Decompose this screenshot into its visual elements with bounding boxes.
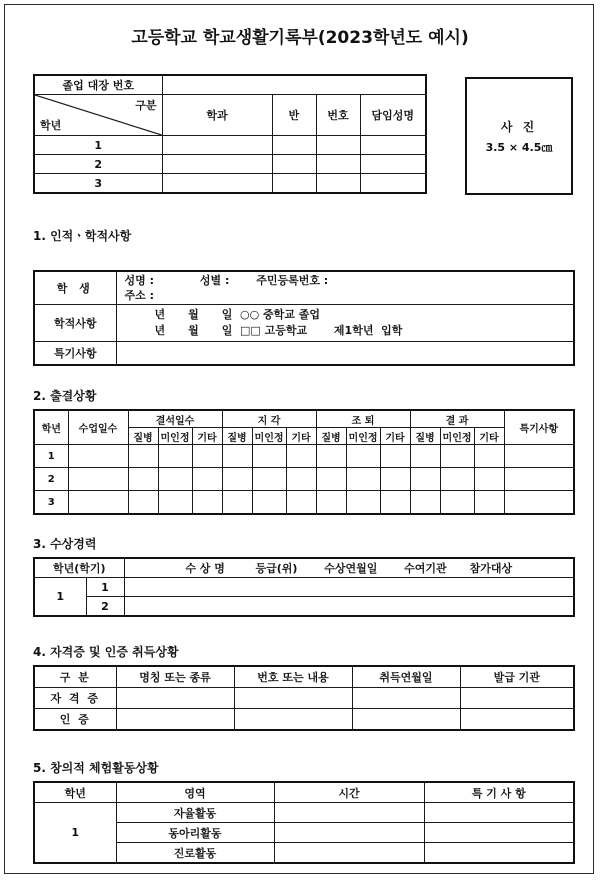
table-row bbox=[34, 688, 574, 709]
student-name-gender-id-line: 성명 : 성별 : 주민등록번호 : bbox=[124, 274, 329, 287]
attendance-cell[interactable] bbox=[474, 445, 504, 468]
section-4-heading: 4. 자격증 및 인증 취득상황 bbox=[33, 645, 179, 659]
awards-term-2: 2 bbox=[86, 597, 124, 617]
photo-label: 사 진 bbox=[500, 119, 538, 134]
table-row bbox=[34, 558, 574, 578]
column-header-grade-term: 학년(학기) bbox=[34, 558, 124, 578]
cell-department-2[interactable] bbox=[162, 155, 272, 174]
activity-hours-career[interactable] bbox=[274, 843, 424, 864]
table-row bbox=[34, 445, 574, 468]
attendance-cell[interactable] bbox=[440, 468, 474, 491]
creative-activities-table bbox=[33, 781, 575, 864]
subheader-tardy-other: 기타 bbox=[286, 428, 316, 445]
attendance-cell[interactable] bbox=[410, 468, 440, 491]
table-row bbox=[34, 578, 574, 597]
column-header-area: 영역 bbox=[116, 782, 274, 803]
grade-label: 학년 bbox=[40, 119, 62, 132]
attendance-cell[interactable] bbox=[252, 468, 286, 491]
table-row bbox=[34, 782, 574, 803]
table-row bbox=[34, 155, 426, 174]
photo-size-label: 3.5 × 4.5㎝ bbox=[485, 140, 553, 154]
activity-remarks-autonomous[interactable] bbox=[424, 803, 574, 823]
section-2-heading: 2. 출결상황 bbox=[33, 389, 97, 403]
awards-term-1: 1 bbox=[86, 578, 124, 597]
table-row bbox=[34, 75, 426, 95]
student-address-line: 주소 : bbox=[124, 289, 154, 302]
table-row bbox=[34, 803, 574, 823]
cell-department-3[interactable] bbox=[162, 174, 272, 194]
awards-column-headers-text: 수 상 명 등급(위) 수상연월일 수여기관 참가대상 bbox=[185, 562, 513, 575]
attendance-cell[interactable] bbox=[316, 445, 346, 468]
table-row bbox=[34, 342, 574, 366]
attendance-cell[interactable] bbox=[128, 445, 158, 468]
row-label-certificate: 자 격 증 bbox=[34, 688, 116, 709]
activities-grade-1: 1 bbox=[34, 803, 116, 864]
photo-placeholder-box[interactable] bbox=[465, 77, 573, 195]
awards-cell-term-1[interactable] bbox=[124, 578, 574, 597]
table-row bbox=[34, 95, 426, 136]
attendance-cell[interactable] bbox=[504, 491, 574, 515]
awards-table bbox=[33, 557, 575, 617]
middle-school-graduation-line: 년 월 일 ○○ 중학교 졸업 bbox=[154, 308, 320, 321]
awards-grade-1: 1 bbox=[34, 578, 86, 617]
table-row bbox=[34, 666, 574, 688]
attendance-cell[interactable] bbox=[440, 445, 474, 468]
awards-cell-term-2[interactable] bbox=[124, 597, 574, 617]
cert-cell-agency[interactable] bbox=[460, 688, 574, 709]
attendance-cell[interactable] bbox=[346, 468, 380, 491]
column-header-remarks: 특기사항 bbox=[504, 410, 574, 445]
attendance-cell[interactable] bbox=[222, 445, 252, 468]
table-row bbox=[34, 597, 574, 617]
subheader-absence-unexcused: 미인정 bbox=[158, 428, 192, 445]
attendance-cell[interactable] bbox=[192, 468, 222, 491]
attendance-grade-3: 3 bbox=[34, 491, 68, 515]
graduation-header-table bbox=[33, 74, 427, 194]
attendance-cell[interactable] bbox=[222, 468, 252, 491]
column-header-acquisition-date: 취득연월일 bbox=[352, 666, 460, 688]
attendance-cell[interactable] bbox=[346, 491, 380, 515]
document-page bbox=[4, 4, 594, 874]
cert-cell-name[interactable] bbox=[116, 688, 234, 709]
attendance-cell[interactable] bbox=[410, 445, 440, 468]
cell-class-1[interactable] bbox=[272, 136, 316, 155]
grade-row-3: 3 bbox=[34, 174, 162, 194]
activity-area-career: 진로활동 bbox=[116, 843, 274, 864]
attendance-table bbox=[33, 409, 575, 515]
attendance-cell[interactable] bbox=[504, 445, 574, 468]
cell-teacher-1[interactable] bbox=[360, 136, 426, 155]
attendance-cell[interactable] bbox=[68, 491, 128, 515]
awards-column-headers bbox=[124, 558, 574, 578]
subheader-absence-other: 기타 bbox=[192, 428, 222, 445]
subheader-absence-illness: 질병 bbox=[128, 428, 158, 445]
high-school-entrance-line: 년 월 일 □□ 고등학교 제1학년 입학 bbox=[154, 324, 403, 337]
cell-number-3[interactable] bbox=[316, 174, 360, 194]
table-row bbox=[34, 468, 574, 491]
column-header-hours: 시간 bbox=[274, 782, 424, 803]
attendance-cell[interactable] bbox=[380, 468, 410, 491]
attendance-cell[interactable] bbox=[346, 445, 380, 468]
attendance-cell[interactable] bbox=[286, 491, 316, 515]
column-header-grade: 학년 bbox=[34, 410, 68, 445]
column-header-school-days: 수업일수 bbox=[68, 410, 128, 445]
column-header-grade: 학년 bbox=[34, 782, 116, 803]
attendance-cell[interactable] bbox=[158, 468, 192, 491]
attendance-grade-2: 2 bbox=[34, 468, 68, 491]
attendance-cell[interactable] bbox=[474, 491, 504, 515]
subheader-classabs-other: 기타 bbox=[474, 428, 504, 445]
accr-cell-date[interactable] bbox=[352, 709, 460, 731]
graduation-number-label: 졸업 대장 번호 bbox=[34, 75, 162, 95]
cell-number-1[interactable] bbox=[316, 136, 360, 155]
activity-area-club: 동아리활동 bbox=[116, 823, 274, 843]
grade-row-1: 1 bbox=[34, 136, 162, 155]
graduation-number-value[interactable] bbox=[162, 75, 426, 95]
cell-department-1[interactable] bbox=[162, 136, 272, 155]
accr-cell-number[interactable] bbox=[234, 709, 352, 731]
attendance-cell[interactable] bbox=[128, 468, 158, 491]
column-header-remarks: 특 기 사 항 bbox=[424, 782, 574, 803]
group-header-absence: 결석일수 bbox=[128, 410, 222, 428]
activity-hours-club[interactable] bbox=[274, 823, 424, 843]
cell-class-3[interactable] bbox=[272, 174, 316, 194]
column-header-number: 번호 bbox=[316, 95, 360, 136]
accr-cell-agency[interactable] bbox=[460, 709, 574, 731]
remarks-value[interactable] bbox=[116, 342, 574, 366]
subheader-tardy-illness: 질병 bbox=[222, 428, 252, 445]
attendance-cell[interactable] bbox=[316, 491, 346, 515]
student-info-cell[interactable] bbox=[116, 271, 574, 305]
table-row bbox=[34, 174, 426, 194]
attendance-cell[interactable] bbox=[286, 468, 316, 491]
attendance-cell[interactable] bbox=[158, 491, 192, 515]
academic-record-cell[interactable] bbox=[116, 305, 574, 342]
attendance-cell[interactable] bbox=[192, 491, 222, 515]
table-row bbox=[34, 491, 574, 515]
column-header-name-type: 명칭 또는 종류 bbox=[116, 666, 234, 688]
attendance-cell[interactable] bbox=[222, 491, 252, 515]
cell-number-2[interactable] bbox=[316, 155, 360, 174]
remarks-label: 특기사항 bbox=[34, 342, 116, 366]
activity-area-autonomous: 자율활동 bbox=[116, 803, 274, 823]
activity-hours-autonomous[interactable] bbox=[274, 803, 424, 823]
column-header-class: 반 bbox=[272, 95, 316, 136]
group-header-class-absence: 결 과 bbox=[410, 410, 504, 428]
activity-remarks-club[interactable] bbox=[424, 823, 574, 843]
cell-teacher-2[interactable] bbox=[360, 155, 426, 174]
cell-class-2[interactable] bbox=[272, 155, 316, 174]
group-header-early-leave: 조 퇴 bbox=[316, 410, 410, 428]
division-label: 구분 bbox=[135, 99, 157, 112]
section-3-heading: 3. 수상경력 bbox=[33, 537, 97, 551]
column-header-issuing-agency: 발급 기관 bbox=[460, 666, 574, 688]
attendance-cell[interactable] bbox=[380, 491, 410, 515]
row-label-accreditation: 인 증 bbox=[34, 709, 116, 731]
group-header-tardy: 지 각 bbox=[222, 410, 316, 428]
grade-division-diagonal-cell bbox=[34, 95, 162, 136]
cell-teacher-3[interactable] bbox=[360, 174, 426, 194]
table-row bbox=[34, 271, 574, 305]
attendance-cell[interactable] bbox=[440, 491, 474, 515]
activity-remarks-career[interactable] bbox=[424, 843, 574, 864]
attendance-cell[interactable] bbox=[158, 445, 192, 468]
accr-cell-name[interactable] bbox=[116, 709, 234, 731]
section-5-heading: 5. 창의적 체험활동상황 bbox=[33, 761, 159, 775]
academic-record-label: 학적사항 bbox=[34, 305, 116, 342]
attendance-grade-1: 1 bbox=[34, 445, 68, 468]
attendance-cell[interactable] bbox=[68, 445, 128, 468]
attendance-cell[interactable] bbox=[286, 445, 316, 468]
attendance-cell[interactable] bbox=[128, 491, 158, 515]
table-row bbox=[34, 709, 574, 731]
document-body bbox=[5, 5, 595, 875]
attendance-cell[interactable] bbox=[474, 468, 504, 491]
subheader-early-unexcused: 미인정 bbox=[346, 428, 380, 445]
attendance-cell[interactable] bbox=[410, 491, 440, 515]
certificates-table bbox=[33, 665, 575, 731]
attendance-cell[interactable] bbox=[316, 468, 346, 491]
attendance-cell[interactable] bbox=[252, 445, 286, 468]
personal-academic-table bbox=[33, 270, 575, 366]
attendance-cell[interactable] bbox=[380, 445, 410, 468]
table-row bbox=[34, 410, 574, 428]
subheader-classabs-unexcused: 미인정 bbox=[440, 428, 474, 445]
cert-cell-number[interactable] bbox=[234, 688, 352, 709]
subheader-classabs-illness: 질병 bbox=[410, 428, 440, 445]
attendance-cell[interactable] bbox=[252, 491, 286, 515]
cert-cell-date[interactable] bbox=[352, 688, 460, 709]
subheader-tardy-unexcused: 미인정 bbox=[252, 428, 286, 445]
attendance-cell[interactable] bbox=[192, 445, 222, 468]
column-header-division: 구 분 bbox=[34, 666, 116, 688]
student-label: 학 생 bbox=[34, 271, 116, 305]
attendance-cell[interactable] bbox=[504, 468, 574, 491]
subheader-early-other: 기타 bbox=[380, 428, 410, 445]
grade-row-2: 2 bbox=[34, 155, 162, 174]
attendance-cell[interactable] bbox=[68, 468, 128, 491]
column-header-number-content: 번호 또는 내용 bbox=[234, 666, 352, 688]
section-1-heading: 1. 인적ㆍ학적사항 bbox=[33, 229, 132, 243]
table-row bbox=[34, 305, 574, 342]
table-row bbox=[34, 136, 426, 155]
column-header-department: 학과 bbox=[162, 95, 272, 136]
column-header-homeroom-teacher: 담임성명 bbox=[360, 95, 426, 136]
subheader-early-illness: 질병 bbox=[316, 428, 346, 445]
page-title: 고등학교 학교생활기록부(2023학년도 예시) bbox=[131, 28, 469, 48]
